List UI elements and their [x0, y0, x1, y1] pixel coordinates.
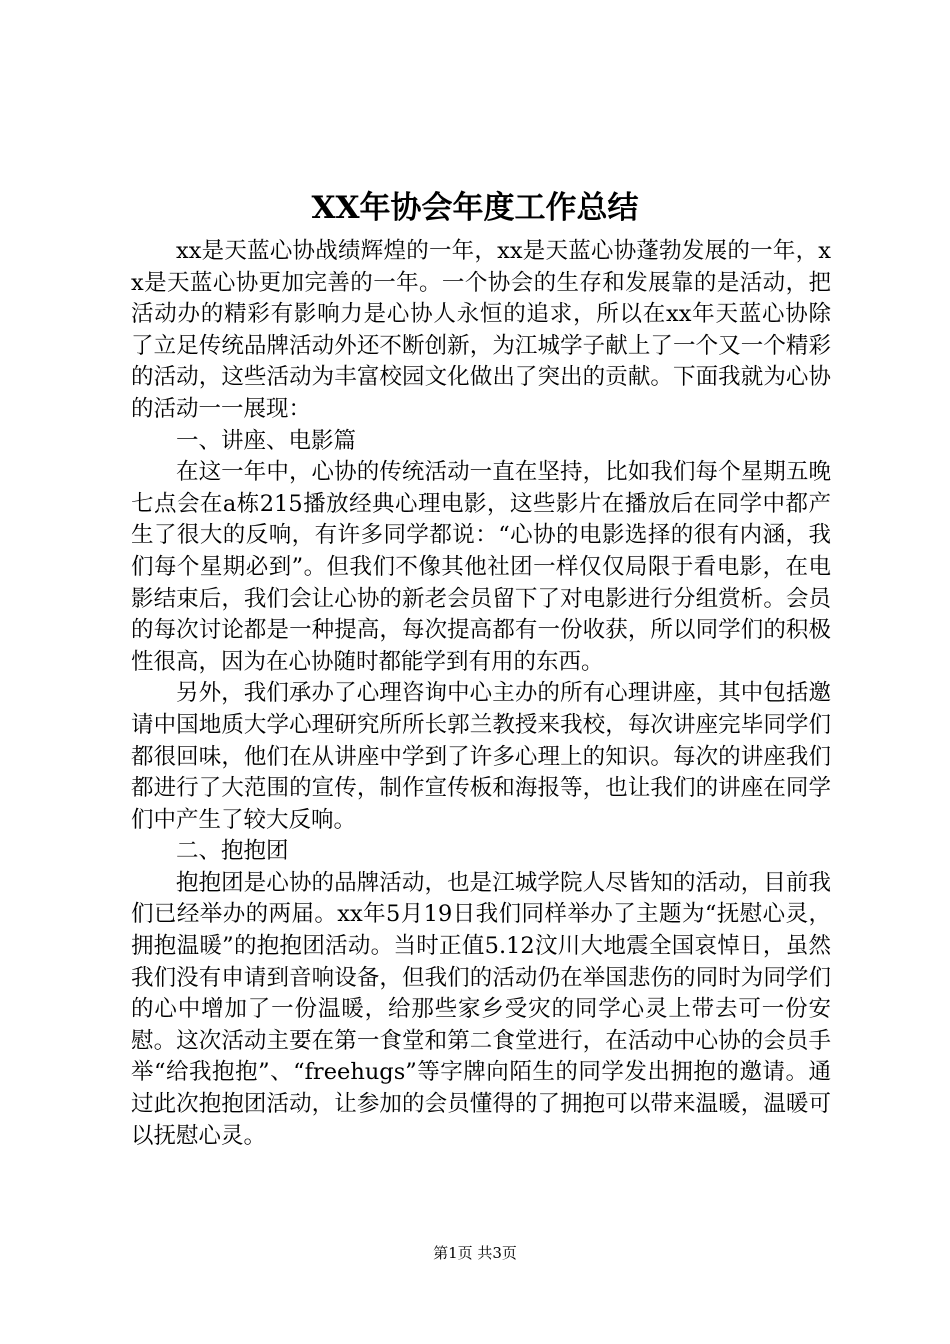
movies-paragraph: 在这一年中，心协的传统活动一直在坚持，比如我们每个星期五晚七点会在a栋215播放经典心理电影，这些影片在播放后在同学中都产生了很大的反响，有许多同学都说：“心协的电影选择的很有内涵，我们每个星期必到”。但我们不像其他社团一样仅仅局限于看电影，在电影结束后，我们会让心协的新老会员留下了对电影进行分组赏析。会员的每次讨论都是一种提高，每次提高都有一份收获，所以同学们的积极性很高，因为在心协随时都能学到有用的东西。: [131, 459, 831, 675]
section-heading-lectures-movies: 一、讲座、电影篇: [176, 427, 357, 454]
intro-paragraph: xx是天蓝心协战绩辉煌的一年，xx是天蓝心协蓬勃发展的一年，xx是天蓝心协更加完善的一年。一个协会的生存和发展靠的是活动，把活动办的精彩有影响力是心协人永恒的追求，所以在xx年天蓝心协除了立足传统品牌活动外还不断创新，为江城学子献上了一个又一个精彩的活动，这些活动为丰富校园文化做出了突出的贡献。下面我就为心协的活动一一展现：: [131, 238, 831, 422]
lectures-paragraph: 另外，我们承办了心理咨询中心主办的所有心理讲座，其中包括邀请中国地质大学心理研究所所长郭兰教授来我校，每次讲座完毕同学们都很回味，他们在从讲座中学到了许多心理上的知识。每次的讲座我们都进行了大范围的宣传，制作宣传板和海报等，也让我们的讲座在同学们中产生了较大反响。: [131, 680, 831, 833]
section-heading-hug-group: 二、抱抱团: [176, 838, 289, 865]
document-body: [131, 236, 831, 1152]
page-footer: 第1页 共3页: [433, 1244, 517, 1262]
hug-group-paragraph: 抱抱团是心协的品牌活动，也是江城学院人尽皆知的活动，目前我们已经举办的两届。xx年5月19日我们同样举办了主题为“抚慰心灵，拥抱温暖”的抱抱团活动。当时正值5.12汶川大地震全国哀悼日，虽然我们没有申请到音响设备，但我们的活动仍在举国悲伤的同时为同学们的心中增加了一份温暖，给那些家乡受灾的同学心灵上带去可一份安慰。这次活动主要在第一食堂和第二食堂进行，在活动中心协的会员手举“给我抱抱”、“freehugs”等字牌向陌生的同学发出拥抱的邀请。通过此次抱抱团活动，让参加的会员懂得的了拥抱可以带来温暖，温暖可以抚慰心灵。: [131, 869, 831, 1149]
document-title: XX年协会年度工作总结: [311, 190, 639, 226]
